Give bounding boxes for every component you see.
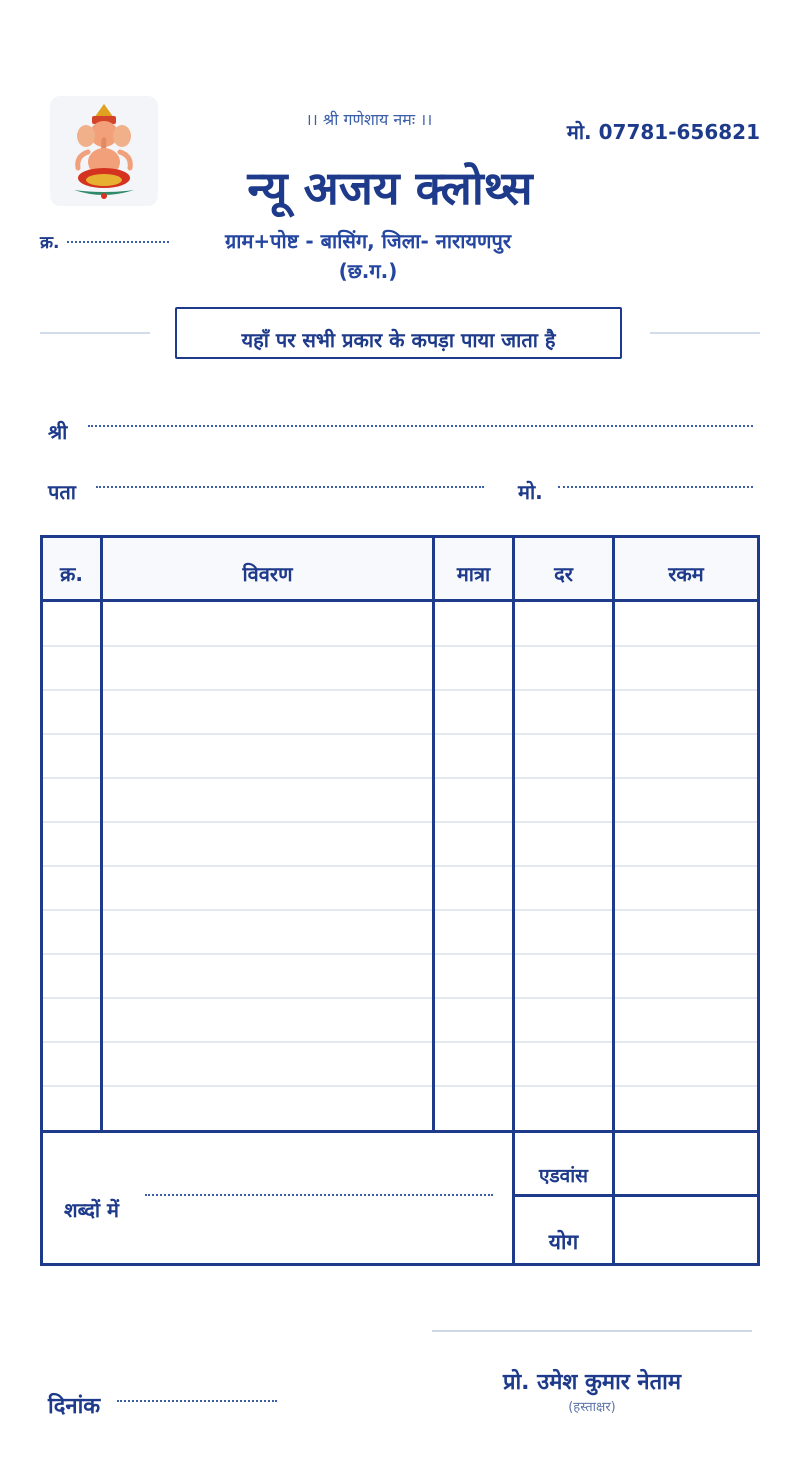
customer-address-field[interactable] xyxy=(96,486,484,488)
table-header-divider xyxy=(40,599,760,602)
column-header-rate: दर xyxy=(554,562,573,586)
signature-line xyxy=(432,1330,752,1332)
column-divider-4 xyxy=(612,535,615,1266)
serial-number-field[interactable] xyxy=(67,241,169,243)
serial-number-label: क्र. xyxy=(40,233,60,253)
proprietor-name: प्रो. उमेश कुमार नेताम xyxy=(502,1370,682,1395)
column-header-description: विवरण xyxy=(242,562,293,586)
tagline-text: यहाँ पर सभी प्रकार के कपड़ा पाया जाता है xyxy=(241,328,556,352)
customer-mobile-field[interactable] xyxy=(558,486,753,488)
customer-mobile-label: मो. xyxy=(518,480,543,504)
advance-total-divider xyxy=(512,1194,760,1197)
amount-in-words-label: शब्दों में xyxy=(64,1198,119,1222)
table-row-line xyxy=(43,1041,757,1043)
table-row-line xyxy=(43,1085,757,1087)
advance-label: एडवांस xyxy=(538,1165,588,1187)
date-label: दिनांक xyxy=(48,1394,101,1419)
table-row-line xyxy=(43,821,757,823)
divider-left xyxy=(40,332,150,334)
divider-right xyxy=(650,332,760,334)
table-row-line xyxy=(43,733,757,735)
shop-phone: मो. 07781-656821 xyxy=(566,120,760,144)
customer-name-field[interactable] xyxy=(88,425,753,427)
table-row-line xyxy=(43,997,757,999)
address-line-2: (छ.ग.) xyxy=(338,259,398,283)
column-header-quantity: मात्रा xyxy=(456,562,491,586)
customer-address-label: पता xyxy=(48,480,76,504)
table-footer-divider xyxy=(40,1130,760,1133)
signature-note: (हस्ताक्षर) xyxy=(568,1400,616,1415)
column-header-serial: क्र. xyxy=(60,562,83,586)
invocation-text: ।। श्री गणेशाय नमः ।। xyxy=(305,110,433,129)
column-divider-2 xyxy=(432,535,435,1131)
table-row-line xyxy=(43,645,757,647)
column-divider-1 xyxy=(100,535,103,1131)
address-line-1: ग्राम+पोष्ट - बासिंग, जिला- नारायणपुर xyxy=(224,229,511,253)
tagline-box xyxy=(175,307,622,359)
table-row-line xyxy=(43,689,757,691)
column-header-amount: रकम xyxy=(668,562,704,586)
column-divider-3 xyxy=(512,535,515,1266)
date-field[interactable] xyxy=(117,1400,277,1402)
customer-name-label: श्री xyxy=(48,420,68,444)
shop-name: न्यू अजय क्लोथ्स xyxy=(247,161,533,215)
shop-address xyxy=(150,226,586,286)
amount-in-words-field[interactable] xyxy=(145,1194,493,1196)
table-row-line xyxy=(43,909,757,911)
table-row-line xyxy=(43,865,757,867)
table-row-line xyxy=(43,777,757,779)
table-row-line xyxy=(43,953,757,955)
total-label: योग xyxy=(548,1230,579,1254)
